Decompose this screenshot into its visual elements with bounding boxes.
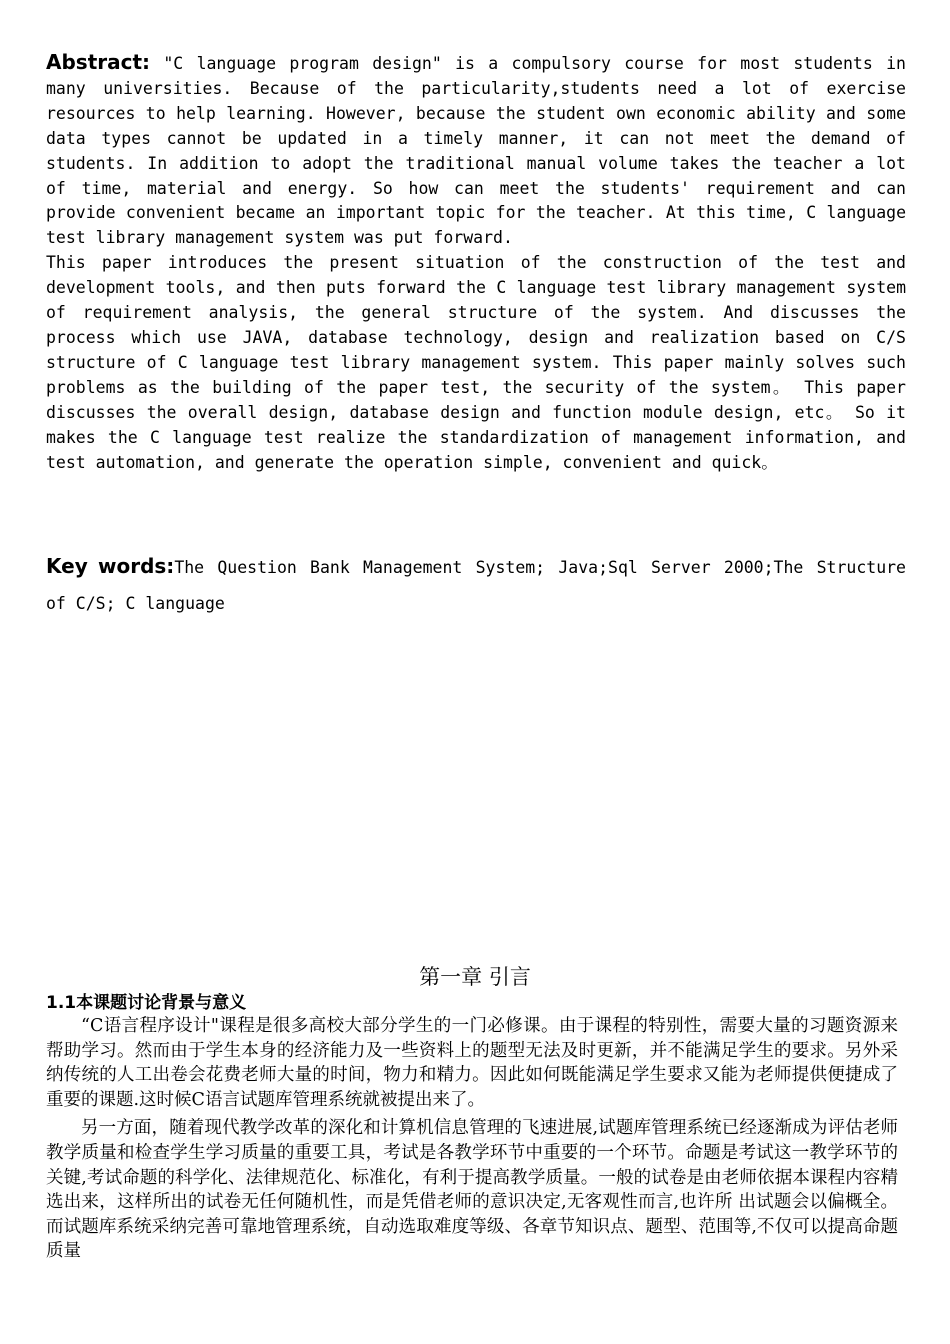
abstract-label: Abstract: bbox=[46, 50, 151, 74]
chapter-title: 第一章 引言 bbox=[419, 965, 531, 989]
keywords-section bbox=[46, 548, 906, 622]
abstract-paragraph-2: This paper introduces the present situation of the construction of the test and development tools, and then puts forward the C language test library management system of requirement analysis, the general structure of the system. And discusses the process which use JAVA, database technology, design and realization based on C/S structure of C language test library management system. This paper mainly solves such problems as the building of the paper test, the security of the system。 This paper discusses the overall design, database design and function module design, etc。 So it makes the C language test realize the standardization of management information, and test automation, and generate the operation simple, convenient and quick。 bbox=[46, 253, 906, 472]
body-paragraph-2: 另一方面，随着现代教学改革的深化和计算机信息管理的飞速进展,试题库管理系统已经逐渐成为评估老师教学质量和检查学生学习质量的重要工具，考试是各教学环节中重要的一个环节。命题是考试这一教学环节的关键,考试命题的科学化、法律规范化、标准化，有利于提高教学质量。一般的试卷是由老师依据本课程内容精选出来，这样所出的试卷无任何随机性，而是凭借老师的意识决定,无客观性而言,也许所 出试题会以偏概全。而试题库系统采纳完善可靠地管理系统，自动选取难度等级、各章节知识点、题型、范围等,不仅可以提高命题质量 bbox=[46, 1118, 898, 1262]
body-paragraph-1: “C语言程序设计"课程是很多高校大部分学生的一门必修课。由于课程的特别性，需要大量的习题资源来帮助学习。然而由于学生本身的经济能力及一些资料上的题型无法及时更新，并不能满足学生的要求。另外采纳传统的人工出卷会花费老师大量的时间，物力和精力。因此如何既能满足学生要求又能为老师提供便捷成了重要的课题.这时候C语言试题库管理系统就被提出来了。 bbox=[46, 1016, 898, 1110]
abstract-text-1: "C language program design" is a compulsory course for most students in many universities. Because of the particularity,students need a lot of exercise resources to help learning. However, because the student own economic ability and some data types cannot be updated in a timely manner, it can not meet the demand of students. In addition to adopt the traditional manual volume takes the teacher a lot of time, material and energy. So how can meet the students' requirement and can provide convenient became an important topic for the teacher. At this time, C language test library management system was put forward. bbox=[46, 54, 906, 248]
keywords-label: Key words: bbox=[46, 554, 175, 578]
section-body bbox=[46, 1014, 898, 1324]
section-heading: 1.1本课题讨论背景与意义 bbox=[46, 993, 247, 1013]
abstract-paragraph-1 bbox=[46, 50, 906, 251]
abstract-section bbox=[46, 50, 906, 475]
keywords-text: The Question Bank Management System; Java;Sql Server 2000;The Structure of C/S; C language bbox=[46, 558, 906, 613]
